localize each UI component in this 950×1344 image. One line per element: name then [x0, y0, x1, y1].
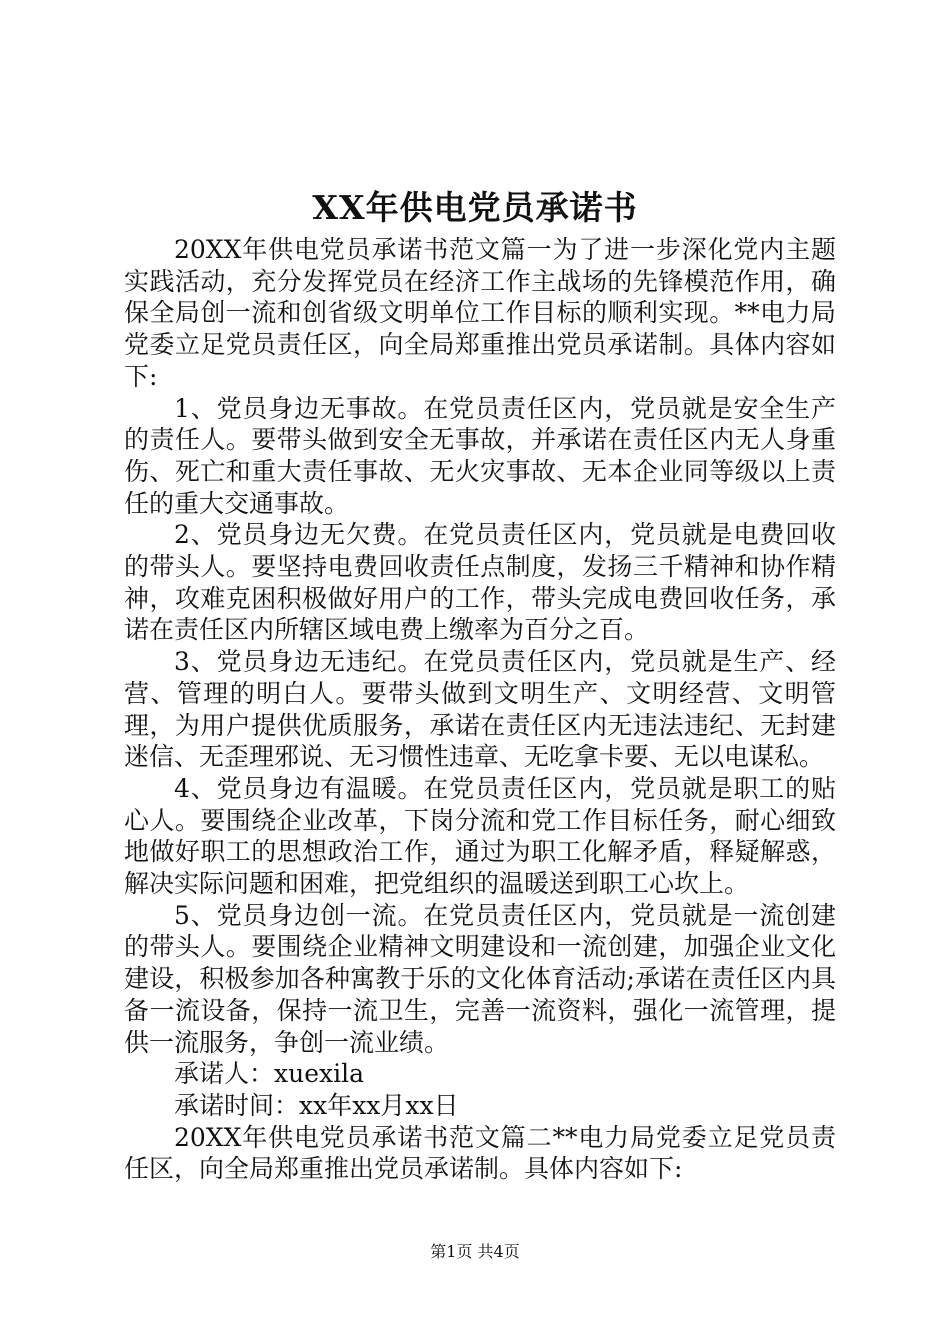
paragraph-item-1: 1、党员身边无事故。在党员责任区内，党员就是安全生产的责任人。要带头做到安全无事故，并承诺在责任区内无人身重伤、死亡和重大责任事故、无火灾事故、无本企业同等级以上责任的重大交通事故。 — [124, 393, 836, 518]
paragraph-item-3: 3、党员身边无违纪。在党员责任区内，党员就是生产、经营、管理的明白人。要带头做到文明生产、文明经营、文明管理，为用户提供优质服务，承诺在责任区内无违法违纪、无封建迷信、无歪理邪说、无习惯性违章、无吃拿卡要、无以电谋私。 — [124, 647, 836, 772]
paragraph-intro: 20XX年供电党员承诺书范文篇一为了进一步深化党内主题实践活动，充分发挥党员在经济工作主战场的先锋模范作用，确保全局创一流和创省级文明单位工作目标的顺利实现。**电力局党委立足党员责任区，向全局郑重推出党员承诺制。具体内容如下: — [124, 235, 836, 391]
document-title: XX年供电党员承诺书 — [312, 188, 638, 227]
page-number-label: 第1页 共4页 — [430, 1242, 520, 1261]
promisor-line: 承诺人：xuexila — [174, 1059, 364, 1089]
promise-date-line: 承诺时间：xx年xx月xx日 — [174, 1090, 459, 1120]
document-body — [124, 234, 836, 1185]
paragraph-item-2: 2、党员身边无欠费。在党员责任区内，党员就是电费回收的带头人。要坚持电费回收责任点制度，发扬三千精神和协作精神，攻难克困积极做好用户的工作，带头完成电费回收任务，承诺在责任区内所辖区域电费上缴率为百分之百。 — [124, 520, 836, 645]
page-footer — [0, 1241, 950, 1263]
paragraph-second-sample: 20XX年供电党员承诺书范文篇二**电力局党委立足党员责任区，向全局郑重推出党员承诺制。具体内容如下: — [124, 1122, 836, 1184]
paragraph-item-4: 4、党员身边有温暖。在党员责任区内，党员就是职工的贴心人。要围绕企业改革，下岗分流和党工作目标任务，耐心细致地做好职工的思想政治工作，通过为职工化解矛盾，释疑解惑，解决实际问题和困难，把党组织的温暖送到职工心坎上。 — [124, 773, 836, 899]
paragraph-item-5: 5、党员身边创一流。在党员责任区内，党员就是一流创建的带头人。要围绕企业精神文明建设和一流创建，加强企业文化建设，积极参加各种寓教于乐的文化体育活动;承诺在责任区内具备一流设备，保持一流卫生，完善一流资料，强化一流管理，提供一流服务，争创一流业绩。 — [124, 900, 836, 1057]
